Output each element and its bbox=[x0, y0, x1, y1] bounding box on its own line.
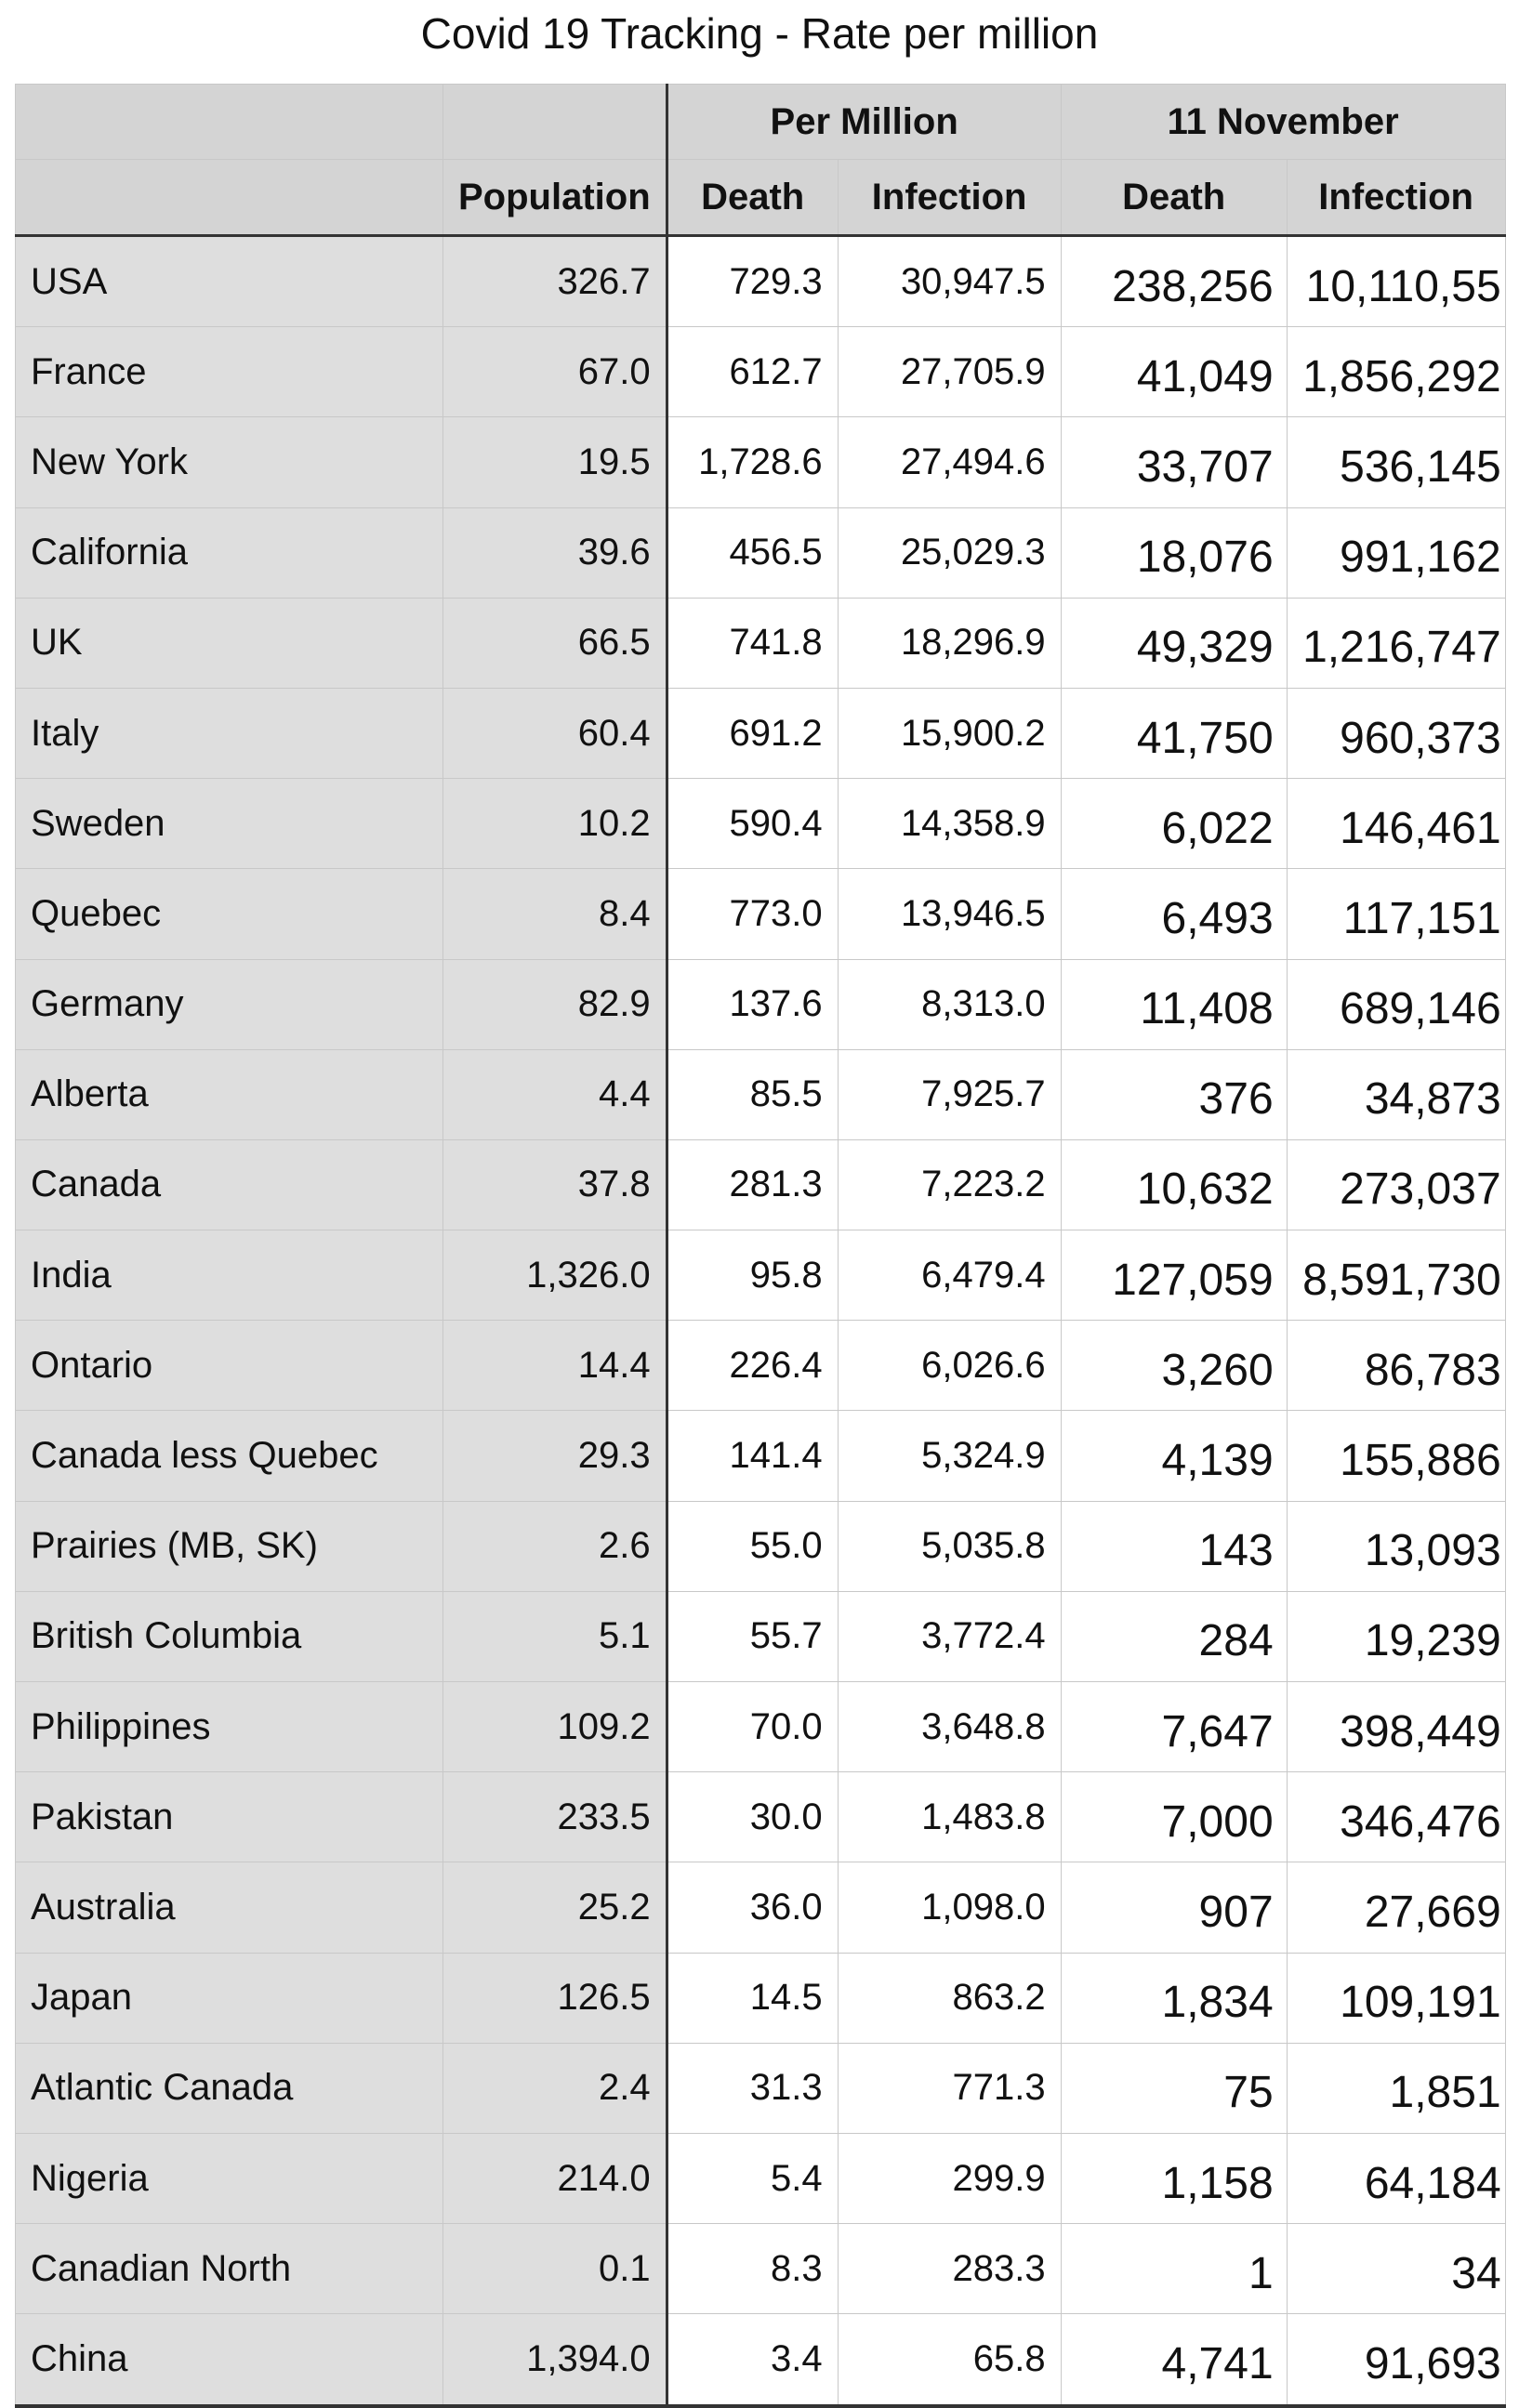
table-row bbox=[16, 327, 1506, 417]
table-body bbox=[16, 236, 1506, 2406]
table-row bbox=[16, 1139, 1506, 1230]
row-population: 0.1 bbox=[443, 2224, 667, 2314]
row-infection-total: 34,873 bbox=[1287, 1049, 1505, 1139]
row-death-total: 41,750 bbox=[1061, 688, 1287, 778]
table-row bbox=[16, 1953, 1506, 2043]
row-population: 1,394.0 bbox=[443, 2314, 667, 2406]
row-population: 5.1 bbox=[443, 1591, 667, 1681]
row-infection-per-million: 13,946.5 bbox=[838, 869, 1061, 959]
row-name: Germany bbox=[16, 959, 443, 1049]
row-infection-per-million: 3,648.8 bbox=[838, 1682, 1061, 1772]
row-population: 2.6 bbox=[443, 1501, 667, 1591]
row-death-total: 7,000 bbox=[1061, 1772, 1287, 1862]
row-infection-total: 398,449 bbox=[1287, 1682, 1505, 1772]
row-infection-per-million: 30,947.5 bbox=[838, 236, 1061, 327]
row-infection-per-million: 14,358.9 bbox=[838, 779, 1061, 869]
row-death-total: 11,408 bbox=[1061, 959, 1287, 1049]
row-name: Sweden bbox=[16, 779, 443, 869]
row-name: New York bbox=[16, 417, 443, 507]
table-row bbox=[16, 236, 1506, 327]
row-population: 66.5 bbox=[443, 598, 667, 688]
row-infection-per-million: 25,029.3 bbox=[838, 507, 1061, 598]
row-infection-total: 536,145 bbox=[1287, 417, 1505, 507]
row-infection-total: 960,373 bbox=[1287, 688, 1505, 778]
row-infection-total: 8,591,730 bbox=[1287, 1230, 1505, 1321]
row-name: Atlantic Canada bbox=[16, 2043, 443, 2133]
table-row bbox=[16, 1321, 1506, 1411]
row-death-per-million: 3.4 bbox=[667, 2314, 838, 2406]
table-row bbox=[16, 1501, 1506, 1591]
header-empty-cell bbox=[16, 85, 443, 160]
row-population: 29.3 bbox=[443, 1411, 667, 1501]
row-infection-total: 155,886 bbox=[1287, 1411, 1505, 1501]
row-death-per-million: 773.0 bbox=[667, 869, 838, 959]
row-name: British Columbia bbox=[16, 1591, 443, 1681]
row-death-per-million: 14.5 bbox=[667, 1953, 838, 2043]
row-death-per-million: 55.0 bbox=[667, 1501, 838, 1591]
row-infection-total: 991,162 bbox=[1287, 507, 1505, 598]
row-death-per-million: 85.5 bbox=[667, 1049, 838, 1139]
row-name: UK bbox=[16, 598, 443, 688]
row-infection-total: 86,783 bbox=[1287, 1321, 1505, 1411]
table-row bbox=[16, 598, 1506, 688]
row-death-per-million: 226.4 bbox=[667, 1321, 838, 1411]
table-row bbox=[16, 779, 1506, 869]
row-population: 2.4 bbox=[443, 2043, 667, 2133]
row-population: 1,326.0 bbox=[443, 1230, 667, 1321]
table-row bbox=[16, 417, 1506, 507]
row-death-per-million: 55.7 bbox=[667, 1591, 838, 1681]
table-row bbox=[16, 688, 1506, 778]
row-name: Quebec bbox=[16, 869, 443, 959]
header-infection-total: Infection bbox=[1287, 160, 1505, 236]
header-date: 11 November bbox=[1061, 85, 1505, 160]
row-population: 60.4 bbox=[443, 688, 667, 778]
row-infection-per-million: 771.3 bbox=[838, 2043, 1061, 2133]
row-infection-total: 346,476 bbox=[1287, 1772, 1505, 1862]
row-infection-per-million: 863.2 bbox=[838, 1953, 1061, 2043]
row-infection-total: 1,856,292 bbox=[1287, 327, 1505, 417]
table-row bbox=[16, 1682, 1506, 1772]
row-death-total: 7,647 bbox=[1061, 1682, 1287, 1772]
row-infection-per-million: 6,026.6 bbox=[838, 1321, 1061, 1411]
row-infection-per-million: 65.8 bbox=[838, 2314, 1061, 2406]
table-row bbox=[16, 2043, 1506, 2133]
row-name: Canada less Quebec bbox=[16, 1411, 443, 1501]
table-row bbox=[16, 507, 1506, 598]
row-infection-per-million: 6,479.4 bbox=[838, 1230, 1061, 1321]
row-population: 19.5 bbox=[443, 417, 667, 507]
row-infection-per-million: 27,705.9 bbox=[838, 327, 1061, 417]
row-death-total: 127,059 bbox=[1061, 1230, 1287, 1321]
row-infection-total: 1,851 bbox=[1287, 2043, 1505, 2133]
row-infection-total: 689,146 bbox=[1287, 959, 1505, 1049]
table-row bbox=[16, 1862, 1506, 1953]
row-infection-total: 273,037 bbox=[1287, 1139, 1505, 1230]
row-death-per-million: 8.3 bbox=[667, 2224, 838, 2314]
row-death-total: 75 bbox=[1061, 2043, 1287, 2133]
page-title: Covid 19 Tracking - Rate per million bbox=[420, 9, 1099, 58]
row-death-per-million: 691.2 bbox=[667, 688, 838, 778]
row-population: 126.5 bbox=[443, 1953, 667, 2043]
row-death-per-million: 1,728.6 bbox=[667, 417, 838, 507]
row-name: Prairies (MB, SK) bbox=[16, 1501, 443, 1591]
row-population: 233.5 bbox=[443, 1772, 667, 1862]
row-name: Pakistan bbox=[16, 1772, 443, 1862]
header-death-total: Death bbox=[1061, 160, 1287, 236]
header-population: Population bbox=[443, 160, 667, 236]
row-name: Alberta bbox=[16, 1049, 443, 1139]
row-infection-per-million: 283.3 bbox=[838, 2224, 1061, 2314]
row-death-total: 907 bbox=[1061, 1862, 1287, 1953]
row-infection-total: 64,184 bbox=[1287, 2133, 1505, 2223]
row-death-total: 49,329 bbox=[1061, 598, 1287, 688]
row-death-per-million: 137.6 bbox=[667, 959, 838, 1049]
table-row bbox=[16, 1591, 1506, 1681]
row-death-total: 284 bbox=[1061, 1591, 1287, 1681]
table-footer-rule bbox=[15, 2223, 1504, 2236]
row-infection-total: 27,669 bbox=[1287, 1862, 1505, 1953]
table-row bbox=[16, 1411, 1506, 1501]
row-death-per-million: 30.0 bbox=[667, 1772, 838, 1862]
row-death-total: 143 bbox=[1061, 1501, 1287, 1591]
row-infection-total: 13,093 bbox=[1287, 1501, 1505, 1591]
row-infection-per-million: 5,324.9 bbox=[838, 1411, 1061, 1501]
table-row bbox=[16, 1772, 1506, 1862]
header-name-cell bbox=[16, 160, 443, 236]
row-name: Nigeria bbox=[16, 2133, 443, 2223]
table-row bbox=[16, 1230, 1506, 1321]
header-column-row bbox=[16, 160, 1506, 236]
row-infection-total: 10,110,55 bbox=[1287, 236, 1505, 327]
row-infection-total: 117,151 bbox=[1287, 869, 1505, 959]
row-infection-per-million: 3,772.4 bbox=[838, 1591, 1061, 1681]
header-death-rate: Death bbox=[667, 160, 838, 236]
header-group-row bbox=[16, 85, 1506, 160]
table-row bbox=[16, 2224, 1506, 2314]
row-population: 214.0 bbox=[443, 2133, 667, 2223]
row-infection-total: 19,239 bbox=[1287, 1591, 1505, 1681]
row-population: 326.7 bbox=[443, 236, 667, 327]
row-death-total: 1,834 bbox=[1061, 1953, 1287, 2043]
row-infection-per-million: 8,313.0 bbox=[838, 959, 1061, 1049]
row-infection-total: 1,216,747 bbox=[1287, 598, 1505, 688]
row-population: 82.9 bbox=[443, 959, 667, 1049]
row-death-per-million: 36.0 bbox=[667, 1862, 838, 1953]
row-death-total: 6,493 bbox=[1061, 869, 1287, 959]
row-population: 8.4 bbox=[443, 869, 667, 959]
row-infection-per-million: 1,483.8 bbox=[838, 1772, 1061, 1862]
row-death-total: 4,741 bbox=[1061, 2314, 1287, 2406]
row-population: 4.4 bbox=[443, 1049, 667, 1139]
row-name: Philippines bbox=[16, 1682, 443, 1772]
row-population: 109.2 bbox=[443, 1682, 667, 1772]
row-death-total: 33,707 bbox=[1061, 417, 1287, 507]
row-population: 10.2 bbox=[443, 779, 667, 869]
table-row bbox=[16, 2133, 1506, 2223]
row-death-per-million: 741.8 bbox=[667, 598, 838, 688]
row-death-total: 3,260 bbox=[1061, 1321, 1287, 1411]
row-death-per-million: 281.3 bbox=[667, 1139, 838, 1230]
row-death-total: 1 bbox=[1061, 2224, 1287, 2314]
row-death-total: 4,139 bbox=[1061, 1411, 1287, 1501]
row-death-total: 238,256 bbox=[1061, 236, 1287, 327]
row-population: 39.6 bbox=[443, 507, 667, 598]
row-infection-total: 146,461 bbox=[1287, 779, 1505, 869]
row-death-per-million: 141.4 bbox=[667, 1411, 838, 1501]
row-death-total: 41,049 bbox=[1061, 327, 1287, 417]
row-infection-per-million: 18,296.9 bbox=[838, 598, 1061, 688]
row-name: China bbox=[16, 2314, 443, 2406]
row-name: Ontario bbox=[16, 1321, 443, 1411]
header-infection-rate: Infection bbox=[838, 160, 1061, 236]
row-name: California bbox=[16, 507, 443, 598]
table-row bbox=[16, 869, 1506, 959]
row-name: USA bbox=[16, 236, 443, 327]
row-infection-per-million: 1,098.0 bbox=[838, 1862, 1061, 1953]
table-row bbox=[16, 1049, 1506, 1139]
row-name: Australia bbox=[16, 1862, 443, 1953]
row-death-per-million: 612.7 bbox=[667, 327, 838, 417]
table-row bbox=[16, 2314, 1506, 2406]
row-name: Canadian North bbox=[16, 2224, 443, 2314]
row-death-per-million: 31.3 bbox=[667, 2043, 838, 2133]
row-population: 37.8 bbox=[443, 1139, 667, 1230]
row-infection-total: 34 bbox=[1287, 2224, 1505, 2314]
row-death-per-million: 590.4 bbox=[667, 779, 838, 869]
header-per-million: Per Million bbox=[667, 85, 1061, 160]
row-death-per-million: 456.5 bbox=[667, 507, 838, 598]
table-row bbox=[16, 959, 1506, 1049]
row-population: 67.0 bbox=[443, 327, 667, 417]
row-infection-total: 91,693 bbox=[1287, 2314, 1505, 2406]
row-infection-per-million: 299.9 bbox=[838, 2133, 1061, 2223]
row-name: India bbox=[16, 1230, 443, 1321]
row-infection-per-million: 15,900.2 bbox=[838, 688, 1061, 778]
row-death-total: 376 bbox=[1061, 1049, 1287, 1139]
row-death-per-million: 70.0 bbox=[667, 1682, 838, 1772]
row-infection-per-million: 5,035.8 bbox=[838, 1501, 1061, 1591]
row-population: 25.2 bbox=[443, 1862, 667, 1953]
row-name: Italy bbox=[16, 688, 443, 778]
row-infection-total: 109,191 bbox=[1287, 1953, 1505, 2043]
row-death-total: 10,632 bbox=[1061, 1139, 1287, 1230]
row-death-total: 18,076 bbox=[1061, 507, 1287, 598]
row-infection-per-million: 7,925.7 bbox=[838, 1049, 1061, 1139]
row-name: France bbox=[16, 327, 443, 417]
row-name: Japan bbox=[16, 1953, 443, 2043]
header-empty-cell bbox=[443, 85, 667, 160]
row-death-per-million: 5.4 bbox=[667, 2133, 838, 2223]
row-death-per-million: 95.8 bbox=[667, 1230, 838, 1321]
row-population: 14.4 bbox=[443, 1321, 667, 1411]
row-death-total: 1,158 bbox=[1061, 2133, 1287, 2223]
row-name: Canada bbox=[16, 1139, 443, 1230]
covid-tracking-table bbox=[15, 84, 1506, 2408]
row-infection-per-million: 7,223.2 bbox=[838, 1139, 1061, 1230]
row-death-total: 6,022 bbox=[1061, 779, 1287, 869]
row-infection-per-million: 27,494.6 bbox=[838, 417, 1061, 507]
row-death-per-million: 729.3 bbox=[667, 236, 838, 327]
